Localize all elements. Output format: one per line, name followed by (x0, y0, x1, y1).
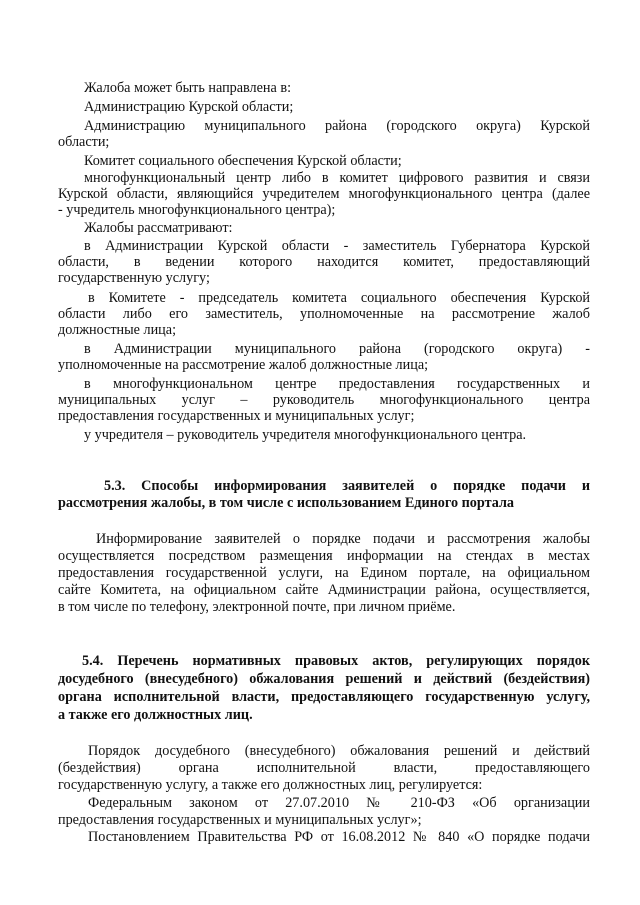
section-heading: а также его должностных лиц. (58, 707, 253, 723)
section-heading: 5.4. Перечень нормативных правовых актов, регулирующих порядок (82, 653, 590, 669)
text-line: Администрацию муниципального района (городского округа) Курской (84, 118, 590, 134)
section-heading: 5.3. Способы информирования заявителей о порядке подачи и (104, 478, 590, 494)
text-line: сайте Комитета, на официальном сайте Администрации района, осуществляется, (58, 582, 590, 598)
section-heading: рассмотрения жалобы, в том числе с использованием Единого портала (58, 495, 515, 511)
text-line: предоставления государственных и муниципальных услуг»; (58, 812, 422, 828)
section-heading: досудебного (внесудебного) обжалования решений и действий (бездействия) (58, 671, 590, 687)
text-line: предоставления государственной услуги, на Едином портале, на официальном (58, 565, 590, 581)
text-line: области, в ведении которого находится комитет, предоставляющий (58, 254, 590, 270)
text-line: Жалоба может быть направлена в: (84, 80, 292, 96)
text-line: государственную услугу, а также его должностных лиц, регулируется: (58, 777, 483, 793)
text-line: в многофункциональном центре предоставления государственных и (84, 376, 590, 392)
text-line: (бездействия) органа исполнительной власти, предоставляющего (58, 760, 590, 776)
text-line: Администрацию Курской области; (84, 99, 294, 115)
text-line: в том числе по телефону, электронной почте, при личном приёме. (58, 599, 456, 615)
text-line: у учредителя – руководитель учредителя многофункционального центра. (84, 427, 527, 443)
text-line: уполномоченные на рассмотрение жалоб должностные лица; (58, 357, 429, 373)
text-line: в Комитете - председатель комитета социального обеспечения Курской (88, 290, 590, 306)
text-line: должностные лица; (58, 322, 177, 338)
text-line: государственную услугу; (58, 270, 210, 286)
text-line: многофункциональный центр либо в комитет цифрового развития и связи (84, 170, 590, 186)
section-heading: органа исполнительной власти, предоставляющего государственную услугу, (58, 689, 590, 705)
text-line: муниципальных услуг – руководитель многофункционального центра (58, 392, 590, 408)
text-line: области либо его заместитель, уполномоченные на рассмотрение жалоб (58, 306, 590, 322)
text-line: Порядок досудебного (внесудебного) обжалования решений и действий (88, 743, 590, 759)
text-line: в Администрации муниципального района (городского округа) - (84, 341, 590, 357)
text-line: Комитет социального обеспечения Курской области; (84, 153, 402, 169)
text-line: в Администрации Курской области - заместитель Губернатора Курской (84, 238, 590, 254)
text-line: Информирование заявителей о порядке подачи и рассмотрения жалобы (96, 531, 590, 547)
text-line: Курской области, являющийся учредителем многофункционального центра (далее (58, 186, 590, 202)
text-line: Жалобы рассматривают: (84, 220, 233, 236)
text-line: осуществляется посредством размещения информации на стендах в местах (58, 548, 590, 564)
text-line: Постановлением Правительства РФ от 16.08.2012 № 840 «О порядке подачи (88, 829, 590, 845)
text-line: Федеральным законом от 27.07.2010 № 210-ФЗ «Об организации (88, 795, 590, 811)
text-line: предоставления государственных и муниципальных услуг; (58, 408, 415, 424)
text-line: - учредитель многофункционального центра); (58, 202, 336, 218)
text-line: области; (58, 134, 110, 150)
